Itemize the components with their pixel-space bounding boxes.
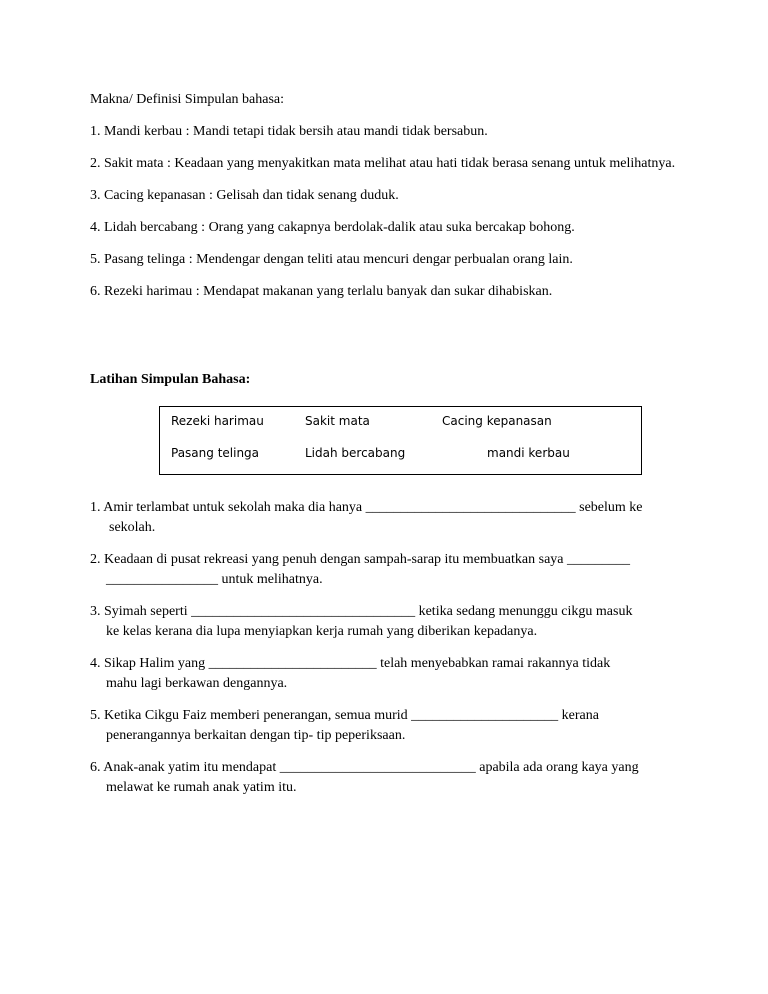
definition-item: 4. Lidah bercabang : Orang yang cakapnya berdolak-dalik atau suka bercakap bohong. [90,220,575,235]
question-item [90,498,690,538]
question-line: 5. Ketika Cikgu Faiz memberi penerangan, semua murid _____________________ kerana [90,708,599,723]
definition-item: 1. Mandi kerbau : Mandi tetapi tidak bersih atau mandi tidak bersabun. [90,124,488,139]
definition-item: 5. Pasang telinga : Mendengar dengan teliti atau mencuri dengar perbualan orang lain. [90,252,573,267]
word-bank-box [159,406,642,475]
word-bank-item: mandi kerbau [487,446,570,460]
question-line: ke kelas kerana dia lupa menyiapkan kerja rumah yang diberikan kepadanya. [106,624,538,639]
question-line: 3. Syimah seperti ________________________________ ketika sedang menunggu cikgu masuk [90,604,633,619]
question-line: 6. Anak-anak yatim itu mendapat ____________________________ apabila ada orang kaya yang [90,760,639,775]
exercise-title: Latihan Simpulan Bahasa: [90,372,251,387]
exercise-questions [90,498,690,810]
definitions-heading: Makna/ Definisi Simpulan bahasa: [90,92,285,107]
question-line: penerangannya berkaitan dengan tip- tip peperiksaan. [106,728,406,743]
definitions-list [90,122,690,314]
word-bank-item: Pasang telinga [171,446,260,460]
word-bank-item: Sakit mata [305,414,370,428]
question-item [90,550,690,590]
definition-item: 6. Rezeki harimau : Mendapat makanan yang terlalu banyak dan sukar dihabiskan. [90,284,553,299]
question-item [90,602,690,642]
word-bank-item: Rezeki harimau [171,414,264,428]
question-line: ________________ untuk melihatnya. [106,572,323,587]
question-line: 1. Amir terlambat untuk sekolah maka dia hanya ______________________________ sebelum ke [90,500,643,515]
question-line: melawat ke rumah anak yatim itu. [106,780,297,795]
question-item [90,654,690,694]
definition-item: 3. Cacing kepanasan : Gelisah dan tidak senang duduk. [90,188,399,203]
question-line: 4. Sikap Halim yang ________________________ telah menyebabkan ramai rakannya tidak [90,656,611,671]
question-item [90,706,690,746]
question-item [90,758,690,798]
question-line: sekolah. [109,520,156,535]
question-line: 2. Keadaan di pusat rekreasi yang penuh dengan sampah-sarap itu membuatkan saya _________ [90,552,630,567]
question-line: mahu lagi berkawan dengannya. [106,676,288,691]
word-bank-item: Cacing kepanasan [442,414,552,428]
word-bank-item: Lidah bercabang [305,446,406,460]
definition-item: 2. Sakit mata : Keadaan yang menyakitkan mata melihat atau hati tidak berasa senang untuk melihatnya. [90,156,676,171]
